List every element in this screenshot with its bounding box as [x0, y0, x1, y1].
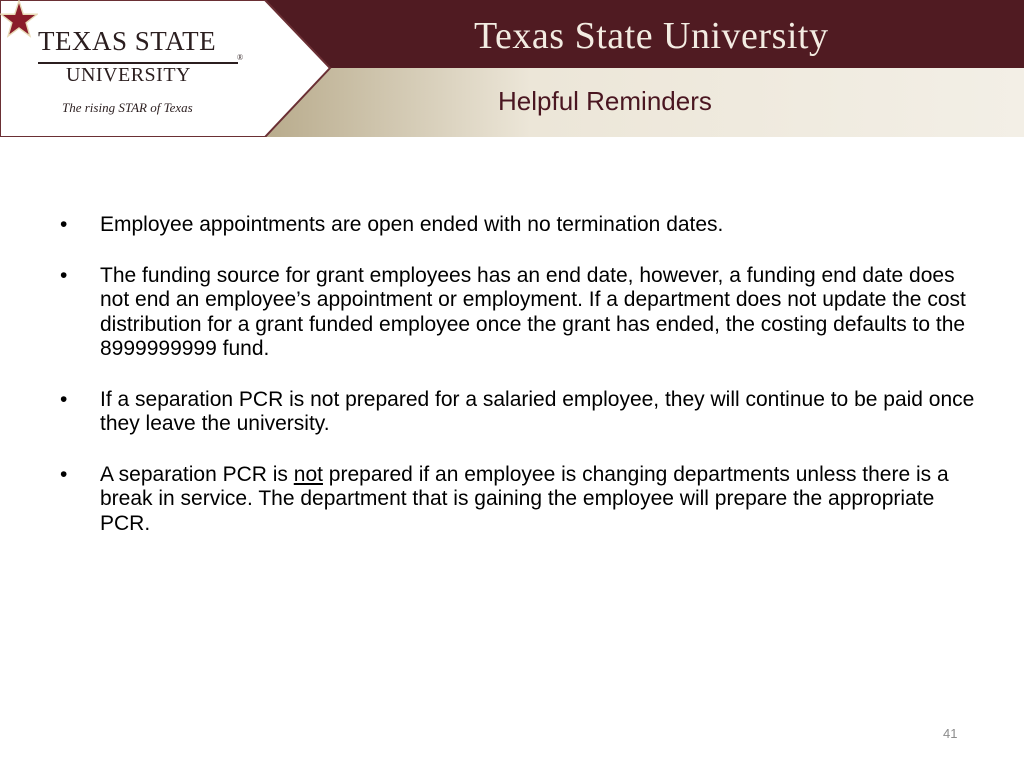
bullet-symbol: •	[60, 213, 68, 236]
bullet-text: Employee appointments are open ended with no termination dates.	[100, 213, 724, 236]
bullet-list	[56, 213, 976, 562]
bullet-text: If a separation PCR is not prepared for a salaried employee, they will continue to be paid once they leave the university.	[100, 387, 975, 435]
bullet-text	[100, 463, 949, 535]
bullet-symbol: •	[60, 387, 68, 411]
bullet-text: The funding source for grant employees has an end date, however, a funding end date does not end an employee’s appointment or employment. If a department does not update the cost distribution for a grant funded employee once the grant has ended, the costing defaults to the 8999999999 fund.	[100, 263, 966, 360]
logo-tagline: The rising STAR of Texas	[62, 100, 193, 115]
logo-text-line2: UNIVERSITY	[66, 64, 191, 86]
star-icon	[0, 0, 38, 38]
university-logo	[0, 0, 330, 137]
logo-text-line1: TEXAS STATE	[38, 26, 217, 56]
bullet-item	[56, 213, 976, 238]
brand-title: Texas State University	[474, 15, 829, 57]
slide-header	[0, 0, 1024, 137]
bullet-item	[56, 463, 976, 537]
bullet-text-part: A separation PCR is	[100, 462, 294, 486]
registered-mark: ®	[237, 53, 244, 62]
underlined-word: not	[293, 462, 323, 486]
bullet-symbol: •	[60, 462, 68, 486]
slide-title: Helpful Reminders	[498, 86, 712, 116]
bullet-text-part: prepared if an employee is changing departments unless there is a break in service. The department that is gaining the employee will prepare the appropriate PCR.	[100, 462, 949, 535]
bullet-item	[56, 388, 976, 437]
page-number: 41	[943, 726, 958, 741]
bullet-item	[56, 264, 976, 362]
bullet-symbol: •	[60, 263, 68, 287]
